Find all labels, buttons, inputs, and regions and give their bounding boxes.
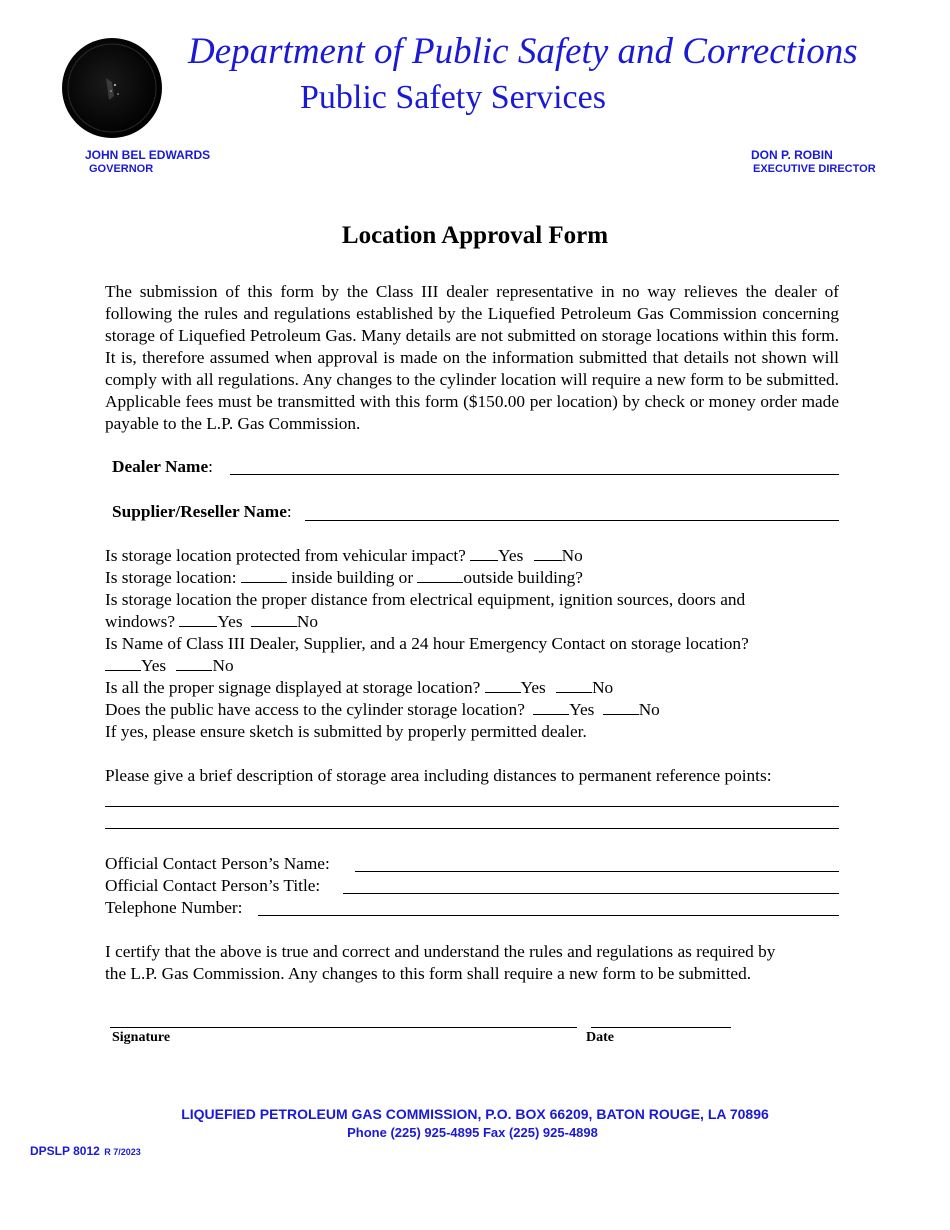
- contact-yes-blank[interactable]: [105, 655, 141, 671]
- public-access-yes-blank[interactable]: [533, 699, 569, 715]
- date-label: Date: [586, 1030, 614, 1045]
- question-public-access: Does the public have access to the cylinder storage location? Yes No: [105, 700, 660, 719]
- supplier-name-label: Supplier/Reseller Name:: [112, 502, 292, 521]
- outside-building-blank[interactable]: [417, 567, 463, 583]
- form-number: DPSLP 8012 R 7/2023: [30, 1144, 141, 1158]
- director-name: DON P. ROBIN: [751, 148, 833, 162]
- question-proper-distance-cont: windows? Yes No: [105, 612, 319, 631]
- question-emergency-contact: Is Name of Class III Dealer, Supplier, and a 24 hour Emergency Contact on storage location?: [105, 634, 749, 653]
- telephone-field[interactable]: [258, 915, 839, 916]
- contact-name-label: Official Contact Person’s Name:: [105, 854, 330, 873]
- signage-no-blank[interactable]: [556, 677, 592, 693]
- certify-line-2: the L.P. Gas Commission. Any changes to this form shall require a new form to be submitted.: [105, 964, 752, 983]
- question-emergency-contact-cont: Yes No: [105, 655, 234, 677]
- signature-label: Signature: [112, 1030, 171, 1045]
- sketch-note: If yes, please ensure sketch is submitted by properly permitted dealer.: [105, 722, 587, 741]
- dealer-name-label: Dealer Name:: [112, 457, 213, 476]
- agency-subtitle: Public Safety Services: [300, 79, 606, 116]
- description-line-2[interactable]: [105, 828, 839, 829]
- form-title: Location Approval Form: [341, 222, 609, 249]
- vehicular-no-blank[interactable]: [534, 545, 562, 561]
- department-seal: [62, 38, 162, 138]
- contact-name-field[interactable]: [355, 871, 839, 872]
- director-title: EXECUTIVE DIRECTOR: [753, 163, 876, 175]
- public-access-no-blank[interactable]: [603, 699, 639, 715]
- department-name: Department of Public Safety and Corrections: [188, 31, 858, 72]
- intro-paragraph: The submission of this form by the Class III dealer representative in no way relieves the dealer of following the rules and regulations established by the Liquefied Petroleum Gas Commission concerning storage of Liquefied Petroleum Gas. Many details are not submitted on storage locations within this form. It is, therefore assumed when approval is made on the information submitted that details not shown will comply with all regulations. Any changes to the cylinder location will require a new form to be submitted. Applicable fees must be transmitted with this form ($150.00 per location) by check or money order made payable to the L.P. Gas Commission.: [105, 282, 839, 433]
- signage-yes-blank[interactable]: [485, 677, 521, 693]
- footer-phone: Phone (225) 925-4895 Fax (225) 925-4898: [347, 1125, 598, 1140]
- contact-no-blank[interactable]: [176, 655, 212, 671]
- inside-building-blank[interactable]: [241, 567, 287, 583]
- question-vehicular-impact: Is storage location protected from vehicular impact? Yes No: [105, 546, 583, 565]
- signature-field[interactable]: [110, 1027, 577, 1028]
- seal-emblem-icon: [62, 38, 162, 138]
- distance-no-blank[interactable]: [251, 611, 297, 627]
- governor-title: GOVERNOR: [89, 163, 154, 175]
- question-proper-distance: Is storage location the proper distance from electrical equipment, ignition sources, doors and: [105, 590, 746, 609]
- certify-line-1: I certify that the above is true and correct and understand the rules and regulations as required by: [105, 942, 776, 961]
- question-storage-inside-outside: Is storage location: inside building or outside building?: [105, 568, 583, 587]
- description-line-1[interactable]: [105, 806, 839, 807]
- governor-name: JOHN BEL EDWARDS: [85, 148, 211, 162]
- description-prompt: Please give a brief description of storage area including distances to permanent reference points:: [105, 766, 772, 785]
- footer-address: LIQUEFIED PETROLEUM GAS COMMISSION, P.O. BOX 66209, BATON ROUGE, LA 70896: [181, 1106, 769, 1122]
- supplier-name-field[interactable]: [305, 520, 839, 521]
- contact-title-label: Official Contact Person’s Title:: [105, 876, 321, 895]
- distance-yes-blank[interactable]: [179, 611, 217, 627]
- date-field[interactable]: [591, 1027, 731, 1028]
- telephone-label: Telephone Number:: [105, 898, 243, 917]
- vehicular-yes-blank[interactable]: [470, 545, 498, 561]
- dealer-name-field[interactable]: [230, 474, 839, 475]
- contact-title-field[interactable]: [343, 893, 839, 894]
- question-signage: Is all the proper signage displayed at storage location? Yes No: [105, 678, 614, 697]
